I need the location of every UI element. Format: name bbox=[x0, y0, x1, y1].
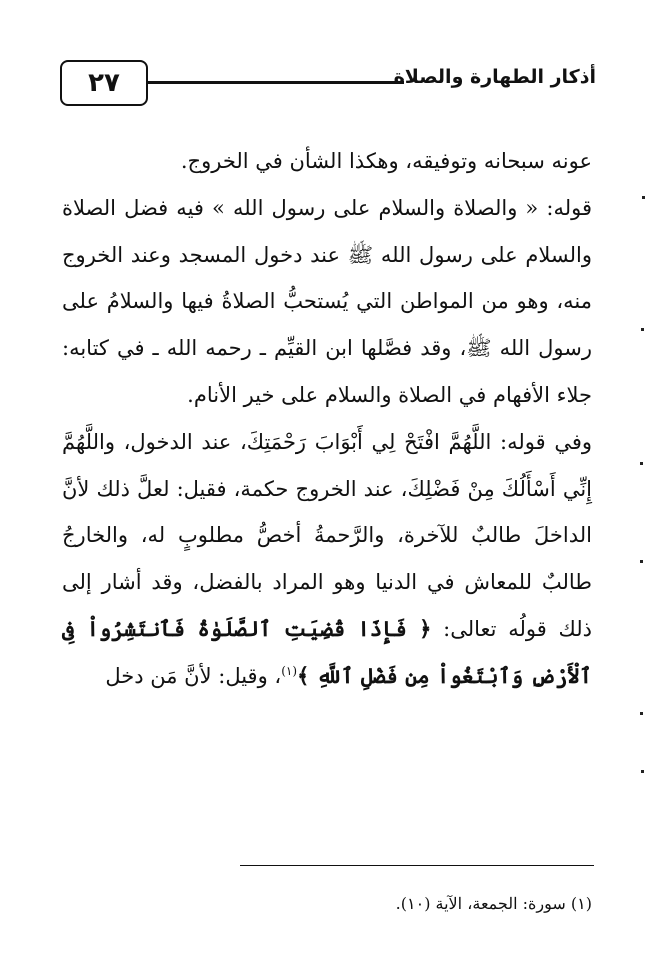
footnote-1: (١) سورة: الجمعة، الآية (١٠). bbox=[395, 894, 592, 913]
scan-speck bbox=[642, 196, 645, 199]
paragraph-2: قوله: « والصلاة والسلام على رسول الله » فيه فضل الصلاة والسلام على رسول الله ﷺ عند دخول المسجد وعند الخروج منه، وهو من المواطن التي يُستحبُّ الصلاةُ فيها والسلامُ على رسول الله ﷺ، وقد فصَّلها ابن القيِّم ـ رحمه الله ـ في كتابه: جلاء الأفهام في الصلاة والسلام على خير الأنام. bbox=[62, 195, 592, 407]
page-header bbox=[60, 60, 596, 112]
quran-verse: ﴿ فَإِذَا قُضِيَتِ ٱلصَّلَوٰةُ فَٱنتَشِرُواْ فِى ٱلْأَرْضِ وَٱبْتَغُواْ مِن فَضْلِ ٱللَّهِ ﴾ bbox=[62, 615, 592, 688]
header-rule bbox=[146, 81, 404, 84]
scan-speck bbox=[640, 462, 643, 465]
footnote-separator bbox=[240, 865, 594, 866]
running-title: أذكار الطهارة والصلاة bbox=[393, 66, 596, 88]
main-text bbox=[62, 138, 592, 700]
scan-speck bbox=[641, 328, 644, 331]
footnote-reference: (١) bbox=[281, 663, 298, 678]
scan-speck bbox=[640, 560, 643, 563]
paragraph-3-text: وفي قوله: اللَّهُمَّ افْتَحْ لِي أَبْوَابَ رَحْمَتِكَ، عند الدخول، واللَّهُمَّ إِنِّي أَسْأَلُكَ مِنْ فَضْلِكَ، عند الخروج حكمة، فقيل: لعلَّ ذلك لأنَّ الداخلَ طالبٌ للآخرة، والرَّحمةُ أخصُّ مطلوبٍ له، والخارجُ طالبٌ للمعاش في الدنيا وهو المراد بالفضل، وقد أشار إلى ذلك قولُه تعالى: bbox=[62, 429, 592, 641]
paragraph-1: عونه سبحانه وتوفيقه، وهكذا الشأن في الخروج. bbox=[180, 149, 592, 173]
page-number: ٢٧ bbox=[60, 60, 148, 106]
scan-speck bbox=[640, 712, 643, 715]
paragraph-3-continuation: ، وقيل: لأنَّ مَن دخل bbox=[105, 663, 282, 688]
scan-speck bbox=[641, 770, 644, 773]
paragraph-3 bbox=[62, 419, 592, 700]
